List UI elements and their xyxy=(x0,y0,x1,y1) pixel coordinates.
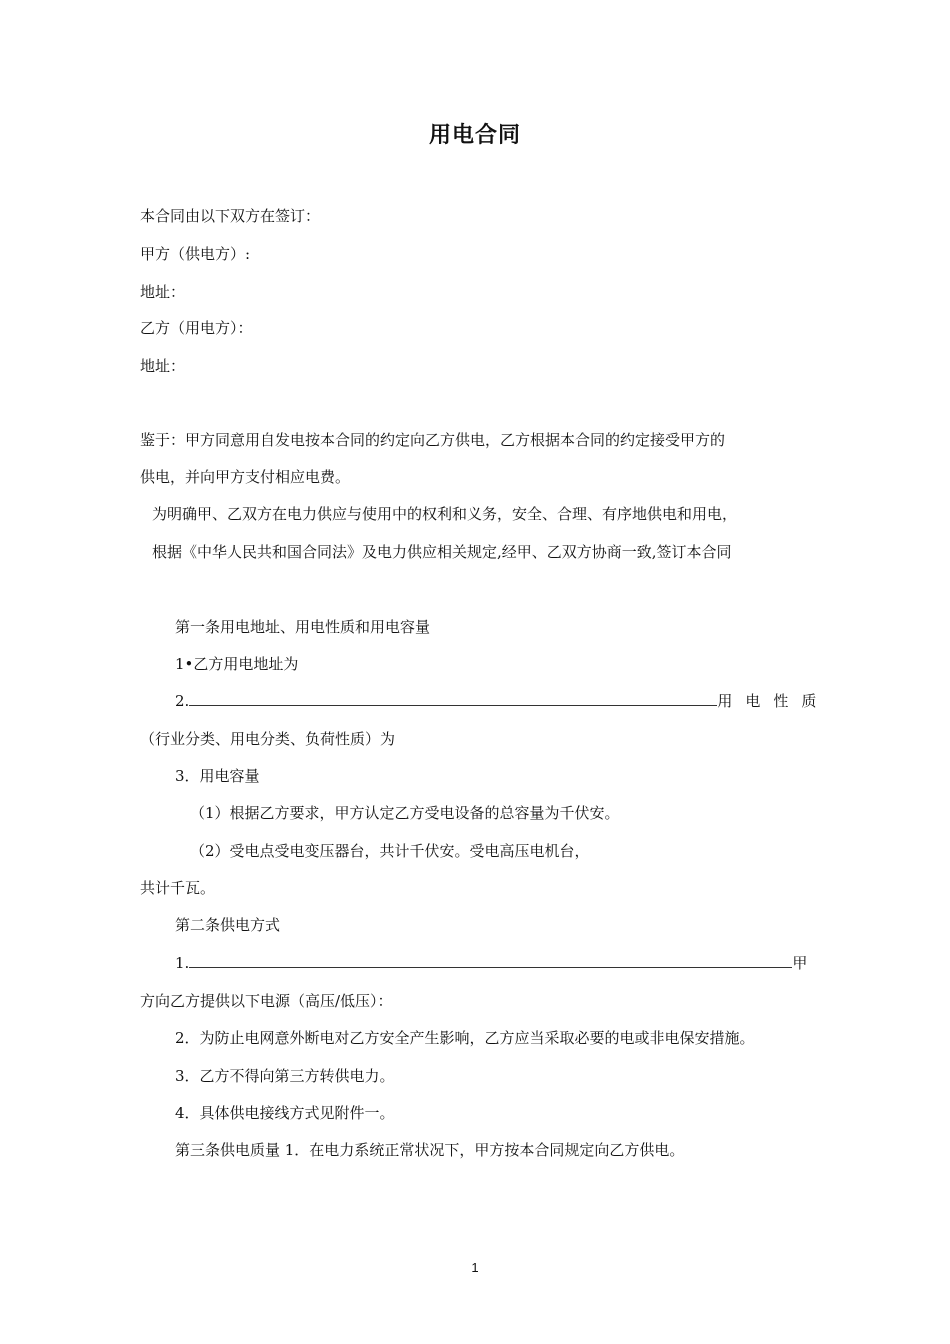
blank-underline xyxy=(189,691,717,706)
article-2-item-4: 4．具体供电接线方式见附件一。 xyxy=(175,1104,395,1122)
address-b-line: 地址： xyxy=(140,357,186,375)
article-1-item-3-2-cont: 共计千瓦。 xyxy=(140,879,216,897)
article-1-item-2 xyxy=(175,691,829,711)
purpose-line-2: 根据《中华人民共和国合同法》及电力供应相关规定,经甲、乙双方协商一致,签订本合同 xyxy=(152,543,732,561)
article-2-item-1 xyxy=(175,953,807,973)
item-2-suffix: 用电性质 xyxy=(717,692,830,710)
article-1-item-3-2: （2）受电点受电变压器台，共计千伏安。受电高压电机台， xyxy=(190,842,590,860)
art2-item-1-suffix: 甲 xyxy=(792,954,808,972)
whereas-line-2: 供电，并向甲方支付相应电费。 xyxy=(140,468,351,486)
article-3-line: 第三条供电质量 1．在电力系统正常状况下，甲方按本合同规定向乙方供电。 xyxy=(175,1141,685,1159)
article-1-title: 第一条用电地址、用电性质和用电容量 xyxy=(175,618,431,636)
article-2-item-1-cont: 方向乙方提供以下电源（高压/低压）： xyxy=(140,992,393,1010)
page-title: 用电合同 xyxy=(428,123,521,148)
article-2-item-3: 3．乙方不得向第三方转供电力。 xyxy=(175,1067,395,1085)
article-1-item-3: 3．用电容量 xyxy=(175,767,260,785)
article-1-item-1: 1•乙方用电地址为 xyxy=(175,655,299,673)
article-2-item-2: 2．为防止电网意外断电对乙方安全产生影响，乙方应当采取必要的电或非电保安措施。 xyxy=(175,1029,755,1047)
whereas-line-1: 鉴于：甲方同意用自发电按本合同的约定向乙方供电，乙方根据本合同的约定接受甲方的 xyxy=(140,431,726,449)
party-a-line: 甲方（供电方）: xyxy=(140,245,251,263)
article-2-title: 第二条供电方式 xyxy=(175,916,281,934)
article-1-item-2-cont: （行业分类、用电分类、负荷性质）为 xyxy=(140,730,396,748)
article-1-item-3-1: （1）根据乙方要求，甲方认定乙方受电设备的总容量为千伏安。 xyxy=(190,804,620,822)
page-number: 1 xyxy=(471,1260,479,1275)
purpose-line-1: 为明确甲、乙双方在电力供应与使用中的权利和义务，安全、合理、有序地供电和用电， xyxy=(152,505,738,523)
art2-item-1-prefix: 1. xyxy=(175,954,190,972)
address-a-line: 地址： xyxy=(140,283,186,301)
party-b-line: 乙方（用电方）： xyxy=(140,319,253,337)
intro-line: 本合同由以下双方在签订： xyxy=(140,207,321,225)
blank-underline xyxy=(189,953,792,968)
item-2-prefix: 2. xyxy=(175,692,190,710)
